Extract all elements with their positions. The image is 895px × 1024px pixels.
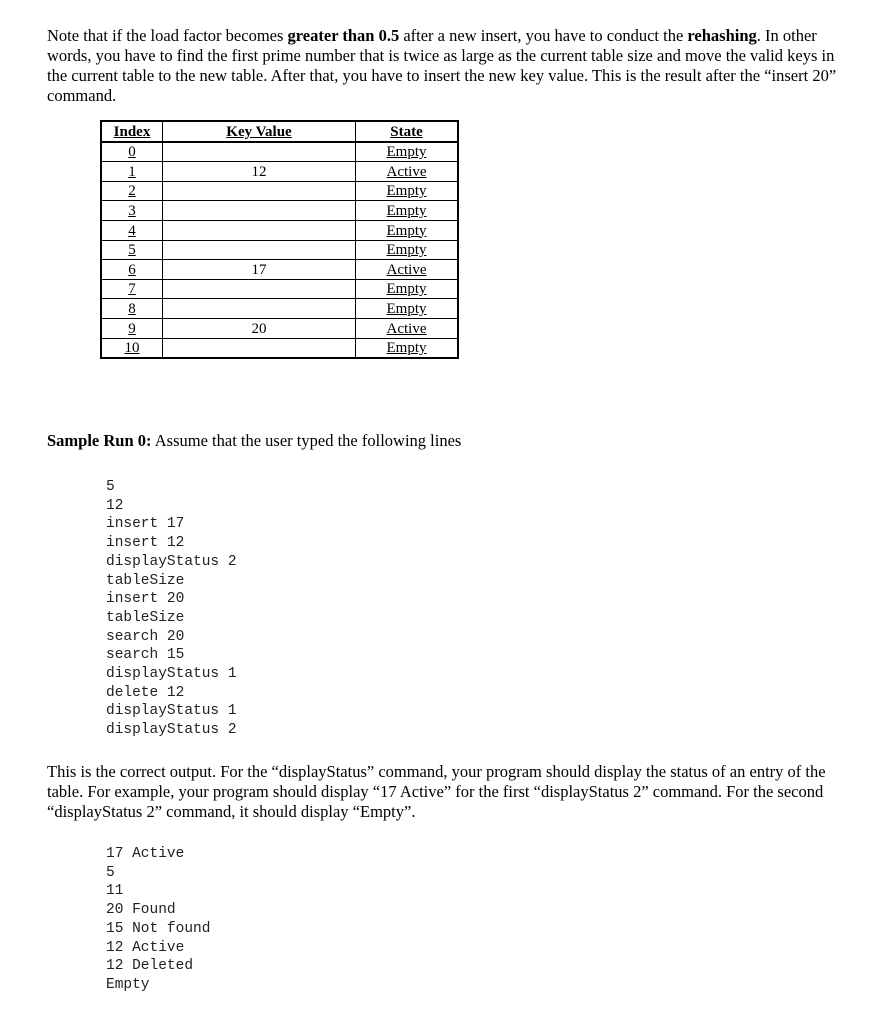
intro-text-3: . In other words, you have to find the first prime number that is twice as large as the current table size and move the valid keys in the current table to the new table. After that, you have to insert the new key value. This is the result after the “insert 20” command. [47,26,837,105]
cell-state: Empty [356,299,459,319]
cell-state: Empty [356,240,459,260]
cell-index: 5 [101,240,163,260]
sample-run-label: Sample Run 0: [47,431,152,450]
intro-text-2: after a new insert, you have to conduct the [399,26,688,45]
sample-run-text: Assume that the user typed the following lines [151,431,462,450]
table-row [101,260,458,280]
cell-state: Active [356,162,459,182]
cell-state: Empty [356,201,459,221]
cell-index: 1 [101,162,163,182]
cell-state: Empty [356,220,459,240]
cell-index: 8 [101,299,163,319]
intro-bold-2: rehashing [687,26,757,45]
table-row [101,318,458,338]
cell-index: 7 [101,279,163,299]
header-state: State [356,121,459,142]
cell-index: 10 [101,338,163,358]
cell-index: 6 [101,260,163,280]
header-key-value: Key Value [163,121,356,142]
cell-index: 4 [101,220,163,240]
cell-key: 20 [163,318,356,338]
table-row [101,181,458,201]
table-row [101,162,458,182]
table-row [101,279,458,299]
table-row [101,220,458,240]
cell-state: Empty [356,142,459,162]
sample-run-heading [47,431,837,451]
cell-index: 3 [101,201,163,221]
cell-key [163,240,356,260]
cell-state: Active [356,318,459,338]
cell-key: 12 [163,162,356,182]
output-description: This is the correct output. For the “displayStatus” command, your program should display the status of an entry of the table. For example, your program should display “17 Active” for the first “displayStatus 2” command. For the second “displayStatus 2” command, it should display “Empty”. [47,762,826,821]
cell-key [163,338,356,358]
intro-paragraph [47,26,837,106]
table-row [101,338,458,358]
cell-state: Active [356,260,459,280]
cell-index: 9 [101,318,163,338]
header-index: Index [101,121,163,142]
cell-index: 0 [101,142,163,162]
cell-key [163,201,356,221]
table-row [101,142,458,162]
cell-key [163,279,356,299]
output-code-block: 17 Active 5 11 20 Found 15 Not found 12 Active 12 Deleted Empty [106,846,211,993]
intro-bold-1: greater than 0.5 [287,26,400,45]
cell-state: Empty [356,338,459,358]
input-code-block: 5 12 insert 17 insert 12 displayStatus 2 tableSize insert 20 tableSize search 20 search 15 displayStatus 1 delete 12 displayStatus 1 displayStatus 2 [106,479,237,739]
cell-key [163,142,356,162]
cell-index: 2 [101,181,163,201]
cell-key [163,220,356,240]
table-row [101,240,458,260]
intro-text-1: Note that if the load factor becomes [47,26,288,45]
hash-table [100,120,459,359]
table-header-row [101,121,458,142]
cell-key: 17 [163,260,356,280]
table-row [101,299,458,319]
cell-key [163,299,356,319]
table-row [101,201,458,221]
cell-state: Empty [356,279,459,299]
cell-state: Empty [356,181,459,201]
cell-key [163,181,356,201]
